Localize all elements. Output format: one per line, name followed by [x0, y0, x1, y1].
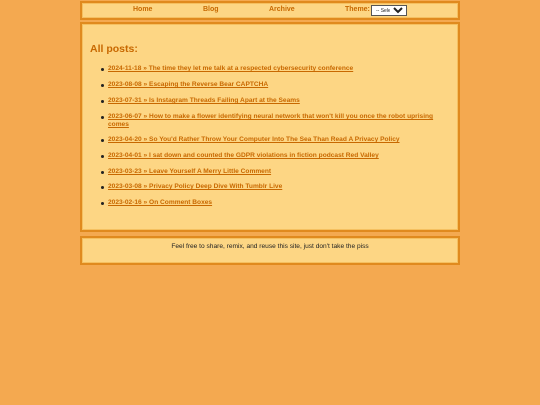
list-item: [108, 152, 448, 160]
posts-panel: [80, 22, 460, 232]
list-item: [108, 81, 448, 89]
nav-blog-link[interactable]: Blog: [203, 6, 219, 13]
theme-label: Theme:: [345, 6, 370, 13]
post-link[interactable]: 2023-04-01 » I sat down and counted the GDPR violations in fiction podcast Red Valley: [108, 152, 379, 159]
list-item: [108, 168, 448, 176]
post-link[interactable]: 2024-11-18 » The time they let me talk at a respected cybersecurity conference: [108, 65, 354, 72]
nav-archive-link[interactable]: Archive: [269, 6, 295, 13]
theme-select[interactable]: [371, 5, 407, 16]
post-link[interactable]: 2023-07-31 » Is Instagram Threads Failing Apart at the Seams: [108, 97, 300, 104]
footer: [80, 236, 460, 265]
list-item: [108, 183, 448, 191]
post-link[interactable]: 2023-04-20 » So You'd Rather Throw Your Computer Into The Sea Than Read A Privacy Policy: [108, 136, 400, 143]
post-link[interactable]: 2023-02-16 » On Comment Boxes: [108, 199, 213, 206]
list-item: [108, 65, 448, 73]
top-navigation: [80, 1, 460, 20]
list-item: [108, 136, 448, 144]
post-link[interactable]: 2023-03-23 » Leave Yourself A Merry Little Comment: [108, 168, 272, 175]
post-link[interactable]: 2023-03-08 » Privacy Policy Deep Dive With Tumblr Live: [108, 183, 283, 190]
list-item: [108, 199, 448, 207]
nav-home-link[interactable]: Home: [133, 6, 153, 13]
page-title: All posts:: [90, 43, 138, 55]
list-item: [108, 113, 448, 129]
post-link[interactable]: 2023-08-08 » Escaping the Reverse Bear CAPTCHA: [108, 81, 269, 88]
post-link[interactable]: 2023-06-07 » How to make a flower identifying neural network that won't kill you once the robot uprising comes: [108, 113, 434, 128]
footer-text: Feel free to share, remix, and reuse this site, just don't take the piss: [171, 243, 369, 250]
list-item: [108, 97, 448, 105]
